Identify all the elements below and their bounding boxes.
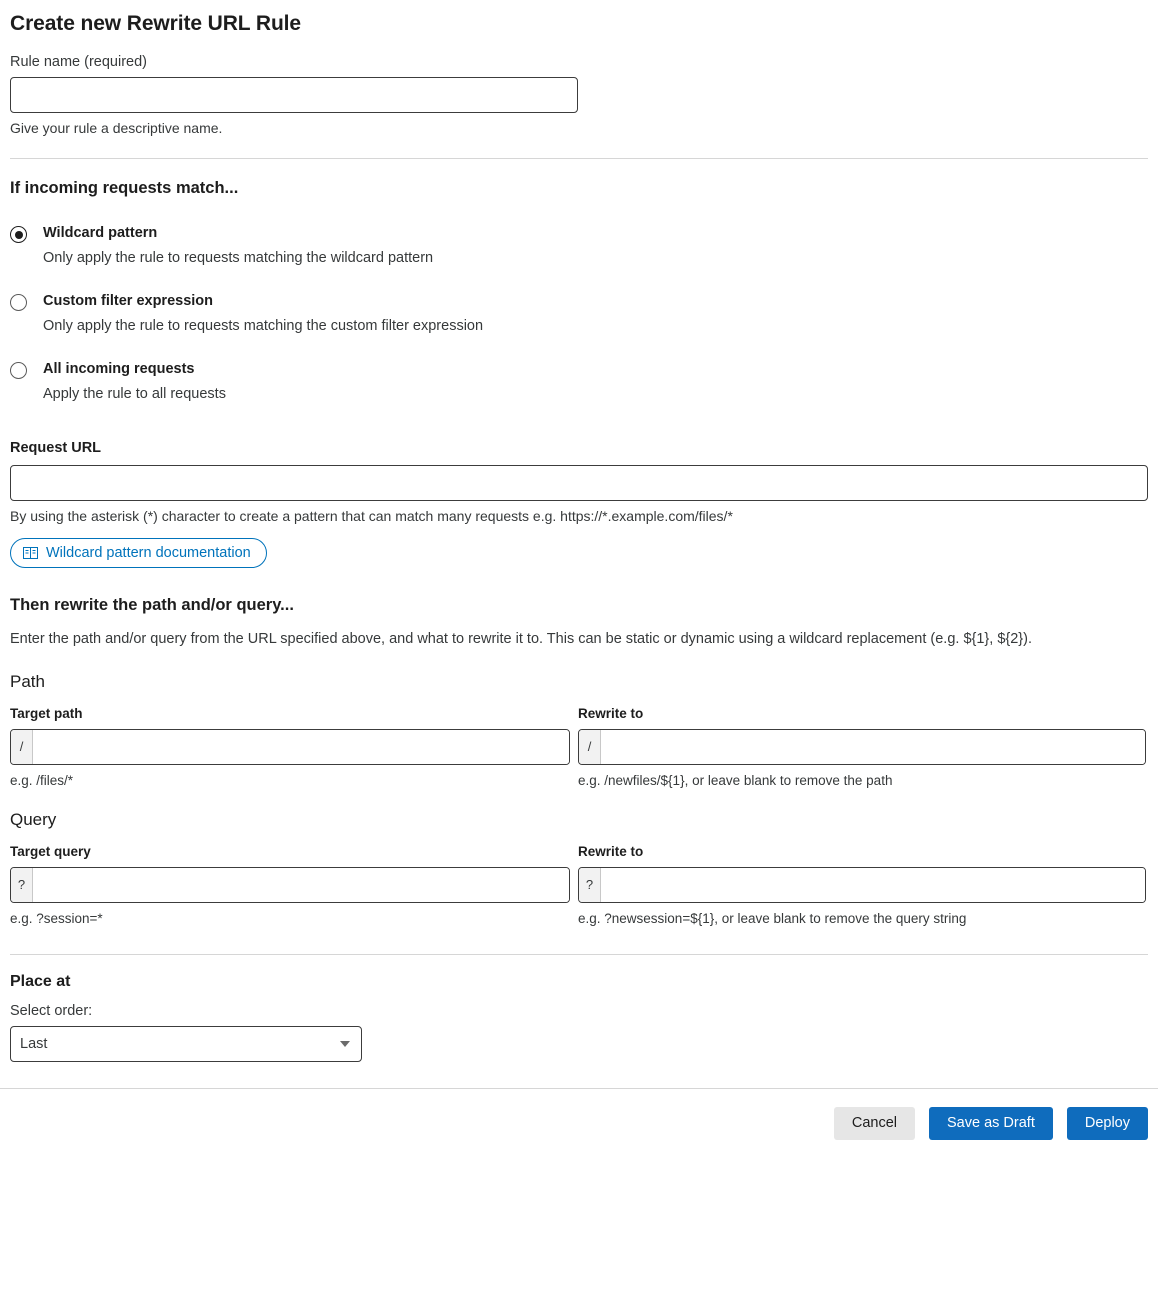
request-url-group xyxy=(10,440,1148,568)
radio-custom-filter-expression-icon[interactable] xyxy=(10,294,27,311)
rule-name-label: Rule name (required) xyxy=(10,54,148,70)
divider-place-at xyxy=(10,954,1148,955)
target-path-hint: e.g. /files/* xyxy=(10,772,74,788)
rewrite-path-prefix: / xyxy=(579,730,601,764)
divider-top xyxy=(10,158,1148,159)
request-url-input[interactable] xyxy=(10,465,1148,501)
target-query-group xyxy=(10,844,578,926)
target-query-field[interactable] xyxy=(10,867,570,903)
rewrite-section-description: Enter the path and/or query from the URL specified above, and what to rewrite it to. This can be static or dynamic using a wildcard replacement (e.g. ${1}, ${2}). xyxy=(10,631,1033,648)
target-path-label: Target path xyxy=(10,705,83,721)
request-url-helper: By using the asterisk (*) character to create a pattern that can match many requests e.g. https://*.example.com/files/* xyxy=(10,508,733,525)
target-query-input[interactable] xyxy=(33,868,569,902)
rewrite-query-label: Rewrite to xyxy=(578,843,644,859)
target-query-hint: e.g. ?session=* xyxy=(10,910,103,926)
rewrite-query-input[interactable] xyxy=(601,868,1145,902)
book-icon xyxy=(23,546,38,560)
radio-wildcard-pattern-title: Wildcard pattern xyxy=(43,225,158,241)
wildcard-pattern-documentation-link[interactable] xyxy=(10,538,267,568)
target-query-label: Target query xyxy=(10,843,91,859)
target-path-group xyxy=(10,706,578,788)
target-path-field[interactable] xyxy=(10,729,570,765)
query-fields-row xyxy=(10,844,1148,926)
query-subsection-heading: Query xyxy=(10,809,57,829)
cancel-button[interactable]: Cancel xyxy=(834,1107,915,1140)
rewrite-path-field[interactable] xyxy=(578,729,1146,765)
radio-all-incoming-requests-title: All incoming requests xyxy=(43,361,195,378)
select-order-label: Select order: xyxy=(10,1002,93,1019)
radio-custom-filter-expression-title: Custom filter expression xyxy=(43,293,214,310)
radio-all-incoming-requests-desc: Apply the rule to all requests xyxy=(43,385,226,402)
radio-custom-filter-expression-desc: Only apply the rule to requests matching the custom filter expression xyxy=(43,317,484,334)
request-url-label: Request URL xyxy=(10,440,102,457)
select-order-wrapper[interactable] xyxy=(10,1026,362,1062)
radio-option-wildcard-pattern[interactable] xyxy=(10,224,1148,268)
footer-actions xyxy=(0,1088,1158,1156)
rewrite-section-heading: Then rewrite the path and/or query... xyxy=(10,596,294,615)
rule-name-group xyxy=(10,54,1148,136)
rewrite-path-label: Rewrite to xyxy=(578,705,644,721)
target-path-input[interactable] xyxy=(33,730,569,764)
rewrite-query-prefix: ? xyxy=(579,868,601,902)
wildcard-pattern-documentation-label: Wildcard pattern documentation xyxy=(46,545,251,562)
page-title: Create new Rewrite URL Rule xyxy=(10,12,301,35)
select-order-dropdown[interactable] xyxy=(10,1026,362,1062)
match-section-heading: If incoming requests match... xyxy=(10,179,239,197)
place-at-heading: Place at xyxy=(10,972,71,990)
rewrite-query-field[interactable] xyxy=(578,867,1146,903)
radio-option-all-incoming-requests[interactable] xyxy=(10,360,1148,404)
rewrite-query-hint: e.g. ?newsession=${1}, or leave blank to remove the query string xyxy=(578,910,967,926)
rewrite-query-group xyxy=(578,844,1146,926)
rule-name-helper: Give your rule a descriptive name. xyxy=(10,120,223,136)
rewrite-path-input[interactable] xyxy=(601,730,1145,764)
rule-name-input[interactable] xyxy=(10,77,578,113)
radio-option-custom-filter-expression[interactable] xyxy=(10,292,1148,336)
path-subsection-heading: Path xyxy=(10,671,45,691)
target-path-prefix: / xyxy=(11,730,33,764)
deploy-button[interactable]: Deploy xyxy=(1067,1107,1148,1140)
radio-all-incoming-requests-icon[interactable] xyxy=(10,362,27,379)
radio-wildcard-pattern-icon[interactable] xyxy=(10,226,27,243)
save-as-draft-button[interactable]: Save as Draft xyxy=(929,1107,1053,1140)
radio-wildcard-pattern-desc: Only apply the rule to requests matching the wildcard pattern xyxy=(43,249,434,266)
rewrite-path-hint: e.g. /newfiles/${1}, or leave blank to remove the path xyxy=(578,772,893,788)
path-fields-row xyxy=(10,706,1148,788)
rewrite-path-group xyxy=(578,706,1146,788)
target-query-prefix: ? xyxy=(11,868,33,902)
